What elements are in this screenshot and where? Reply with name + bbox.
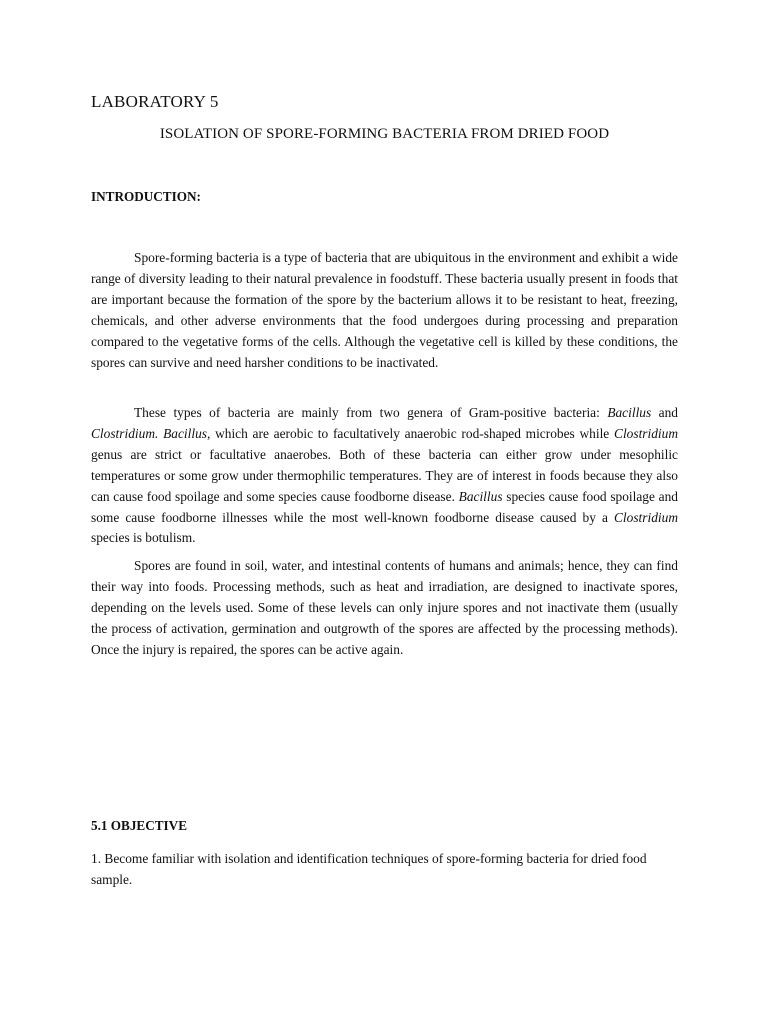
introduction-paragraph-2 (91, 403, 678, 549)
text-run: species is botulism. (91, 530, 196, 546)
objective-item-1 (91, 849, 678, 891)
text-run: species cause food spoilage and some cause foodborne illnesses while the most well-known foodborne disease caused by a (91, 488, 678, 525)
introduction-paragraph-3 (91, 556, 678, 661)
text-run: genus are strict or facultative anaerobes. Both of these bacteria can either grow under mesophilic temperatures or some grow under thermophilic temperatures. They are of interest in foods because they also can cause food spoilage and some species cause foodborne disease. (91, 446, 678, 504)
text-run: , which are aerobic to facultatively anaerobic rod-shaped microbes while (206, 425, 615, 441)
paragraph-text: Spores are found in soil, water, and intestinal contents of humans and animals; hence, they can find their way into foods. Processing methods, such as heat and irradiation, are designed to inactivate spores, depending on the levels used. Some of these levels can only injure spores and not inactivate them (usually the process of activation, germination and outgrowth of the spores are affected by the processing methods). Once the injury is repaired, the spores can be active again. (91, 558, 678, 657)
text-run: and (651, 405, 679, 420)
introduction-heading: INTRODUCTION: (91, 189, 201, 204)
genus-name: Bacillus (607, 405, 652, 420)
objective-heading: 5.1 OBJECTIVE (91, 818, 187, 833)
paragraph-text (91, 403, 678, 549)
genus-name: Clostridium (614, 425, 679, 441)
paragraph-text: Spore-forming bacteria is a type of bacteria that are ubiquitous in the environment and exhibit a wide range of diversity leading to their natural prevalence in foodstuff. These bacteria usually present in foods that are important because the formation of the spore by the bacterium allows it to be resistant to heat, freezing, chemicals, and other adverse environments that the food undergoes during processing and preparation compared to the vegetative forms of the cells. Although the vegetative cell is killed by these conditions, the spores can survive and need harsher conditions to be inactivated. (91, 250, 678, 370)
lab-title: LABORATORY 5 (91, 92, 219, 111)
genus-name: Clostridium (614, 509, 678, 525)
objective-text: 1. Become familiar with isolation and identification techniques of spore-forming bacteria for dried food sample. (91, 851, 647, 887)
genus-name: Clostridium. Bacillus (91, 425, 207, 441)
genus-name: Bacillus (458, 488, 503, 504)
document-title: ISOLATION OF SPORE-FORMING BACTERIA FROM DRIED FOOD (159, 126, 610, 142)
introduction-paragraph-1 (91, 248, 678, 373)
text-run: These types of bacteria are mainly from two genera of Gram-positive bacteria: (134, 405, 608, 420)
